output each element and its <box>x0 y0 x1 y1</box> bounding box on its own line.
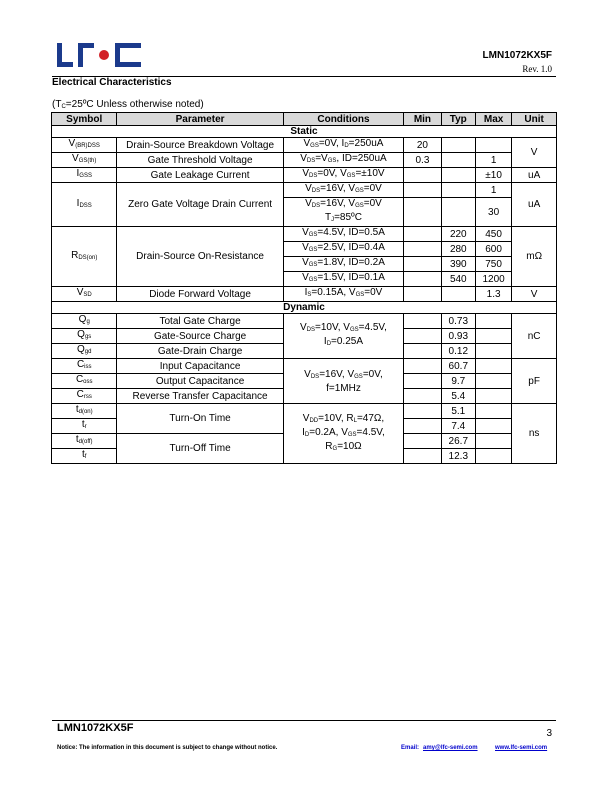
table-row <box>52 314 557 329</box>
typ-cell: 0.93 <box>441 329 475 344</box>
parameter-cell: Output Capacitance <box>117 374 283 389</box>
conditions-cell: VDS=VGS, ID=250uA <box>283 153 404 168</box>
conditions-cell: VDS=16V, VGS=0V <box>283 183 404 198</box>
typ-cell: 12.3 <box>441 449 475 464</box>
min-cell: 0.3 <box>404 153 441 168</box>
symbol-cell: RDS(on) <box>52 227 117 287</box>
conditions-cell: VGS=1.8V, ID=0.2A <box>283 257 404 272</box>
conditions-cell: VGS=0V, ID=250uA <box>283 138 404 153</box>
conditions-cell: VGS=2.5V, ID=0.4A <box>283 242 404 257</box>
min-cell <box>404 404 441 419</box>
table-row <box>52 168 557 183</box>
header-part-number: LMN1072KX5F <box>482 50 552 61</box>
max-cell <box>475 389 511 404</box>
symbol-cell: tr <box>52 419 117 434</box>
max-cell: 1 <box>475 183 511 198</box>
max-cell: 30 <box>475 198 511 227</box>
page-number: 3 <box>546 728 552 739</box>
min-cell <box>404 449 441 464</box>
column-header: Min <box>404 113 441 126</box>
table-row <box>52 153 557 168</box>
min-cell <box>404 168 441 183</box>
column-header: Conditions <box>283 113 404 126</box>
parameter-cell: Zero Gate Voltage Drain Current <box>117 183 283 227</box>
max-cell: 1.3 <box>475 287 511 302</box>
min-cell <box>404 287 441 302</box>
table-row <box>52 227 557 242</box>
symbol-cell: td(on) <box>52 404 117 419</box>
conditions-cell: VDS=0V, VGS=±10V <box>283 168 404 183</box>
symbol-cell: Coss <box>52 374 117 389</box>
dynamic-section-label: Dynamic <box>52 302 557 314</box>
typ-cell: 7.4 <box>441 419 475 434</box>
email-link[interactable]: amy@lfc-semi.com <box>423 745 478 751</box>
unit-cell: ns <box>512 404 557 464</box>
column-header: Unit <box>512 113 557 126</box>
footer-divider <box>52 720 556 721</box>
max-cell <box>475 359 511 374</box>
unit-cell: V <box>512 287 557 302</box>
max-cell <box>475 374 511 389</box>
symbol-cell: td(off) <box>52 434 117 449</box>
max-cell <box>475 434 511 449</box>
min-cell <box>404 374 441 389</box>
typ-cell: 220 <box>441 227 475 242</box>
max-cell: 600 <box>475 242 511 257</box>
typ-cell: 0.73 <box>441 314 475 329</box>
max-cell: 1200 <box>475 272 511 287</box>
max-cell: 1 <box>475 153 511 168</box>
column-header: Typ <box>441 113 475 126</box>
typ-cell: 26.7 <box>441 434 475 449</box>
min-cell: 20 <box>404 138 441 153</box>
parameter-cell: Diode Forward Voltage <box>117 287 283 302</box>
symbol-cell: Crss <box>52 389 117 404</box>
min-cell <box>404 314 441 329</box>
min-cell <box>404 227 441 242</box>
unit-cell: pF <box>512 359 557 404</box>
min-cell <box>404 359 441 374</box>
electrical-characteristics-table <box>51 112 557 464</box>
symbol-cell: VGS(th) <box>52 153 117 168</box>
typ-cell <box>441 183 475 198</box>
min-cell <box>404 389 441 404</box>
max-cell <box>475 404 511 419</box>
max-cell <box>475 138 511 153</box>
conditions-cell: VDD=10V, RL=47Ω, ID=0.2A, VGS=4.5V, RG=10Ω <box>283 404 404 464</box>
parameter-cell: Gate-Source Charge <box>117 329 283 344</box>
min-cell <box>404 242 441 257</box>
parameter-cell: Input Capacitance <box>117 359 283 374</box>
table-header-row <box>52 113 557 126</box>
min-cell <box>404 198 441 227</box>
unit-cell: V <box>512 138 557 168</box>
table-row <box>52 404 557 419</box>
parameter-cell: Total Gate Charge <box>117 314 283 329</box>
table-row <box>52 138 557 153</box>
typ-cell: 9.7 <box>441 374 475 389</box>
column-header: Parameter <box>117 113 283 126</box>
table-row <box>52 183 557 198</box>
typ-cell: 60.7 <box>441 359 475 374</box>
typ-cell: 0.12 <box>441 344 475 359</box>
conditions-cell: IS=0.15A, VGS=0V <box>283 287 404 302</box>
max-cell <box>475 329 511 344</box>
unit-cell: uA <box>512 168 557 183</box>
typ-cell <box>441 287 475 302</box>
max-cell <box>475 449 511 464</box>
max-cell: 450 <box>475 227 511 242</box>
conditions-cell: VDS=16V, VGS=0V, f=1MHz <box>283 359 404 404</box>
table-row <box>52 359 557 374</box>
typ-cell <box>441 168 475 183</box>
footer-part-number: LMN1072KX5F <box>57 722 134 734</box>
section-title: Electrical Characteristics <box>52 77 172 88</box>
parameter-cell: Turn-On Time <box>117 404 283 434</box>
column-header: Max <box>475 113 511 126</box>
table-row <box>52 287 557 302</box>
static-section-label: Static <box>52 126 557 138</box>
symbol-cell: IGSS <box>52 168 117 183</box>
unit-cell: mΩ <box>512 227 557 287</box>
unit-cell: nC <box>512 314 557 359</box>
parameter-cell: Gate Leakage Current <box>117 168 283 183</box>
min-cell <box>404 344 441 359</box>
website-link[interactable]: www.lfc-semi.com <box>495 745 548 751</box>
parameter-cell: Reverse Transfer Capacitance <box>117 389 283 404</box>
lfc-logo <box>57 43 143 74</box>
condition-note: (TC=25ºC Unless otherwise noted) <box>52 99 204 110</box>
min-cell <box>404 272 441 287</box>
min-cell <box>404 257 441 272</box>
symbol-cell: VSD <box>52 287 117 302</box>
symbol-cell: Qgd <box>52 344 117 359</box>
symbol-cell: Qgs <box>52 329 117 344</box>
symbol-cell: tf <box>52 449 117 464</box>
notice-text: Notice: The information in this document is subject to change without notice. <box>57 745 278 751</box>
typ-cell <box>441 153 475 168</box>
symbol-cell: IDSS <box>52 183 117 227</box>
conditions-cell: VDS=16V, VGS=0V TJ=85ºC <box>283 198 404 227</box>
symbol-cell: Ciss <box>52 359 117 374</box>
typ-cell: 5.1 <box>441 404 475 419</box>
parameter-cell: Drain-Source On-Resistance <box>117 227 283 287</box>
max-cell <box>475 419 511 434</box>
typ-cell: 280 <box>441 242 475 257</box>
parameter-cell: Gate-Drain Charge <box>117 344 283 359</box>
revision-label: Rev. 1.0 <box>522 64 552 74</box>
min-cell <box>404 434 441 449</box>
symbol-cell: V(BR)DSS <box>52 138 117 153</box>
column-header: Symbol <box>52 113 117 126</box>
max-cell <box>475 314 511 329</box>
typ-cell: 540 <box>441 272 475 287</box>
parameter-cell: Gate Threshold Voltage <box>117 153 283 168</box>
conditions-cell: VGS=4.5V, ID=0.5A <box>283 227 404 242</box>
conditions-cell: VGS=1.5V, ID=0.1A <box>283 272 404 287</box>
max-cell: 750 <box>475 257 511 272</box>
typ-cell: 5.4 <box>441 389 475 404</box>
typ-cell <box>441 138 475 153</box>
symbol-cell: Qg <box>52 314 117 329</box>
typ-cell: 390 <box>441 257 475 272</box>
typ-cell <box>441 198 475 227</box>
unit-cell: uA <box>512 183 557 227</box>
parameter-cell: Drain-Source Breakdown Voltage <box>117 138 283 153</box>
max-cell: ±10 <box>475 168 511 183</box>
min-cell <box>404 183 441 198</box>
max-cell <box>475 344 511 359</box>
conditions-cell: VDS=10V, VGS=4.5V, ID=0.25A <box>283 314 404 359</box>
parameter-cell: Turn-Off Time <box>117 434 283 464</box>
min-cell <box>404 329 441 344</box>
min-cell <box>404 419 441 434</box>
email-label: Email: <box>401 745 420 751</box>
